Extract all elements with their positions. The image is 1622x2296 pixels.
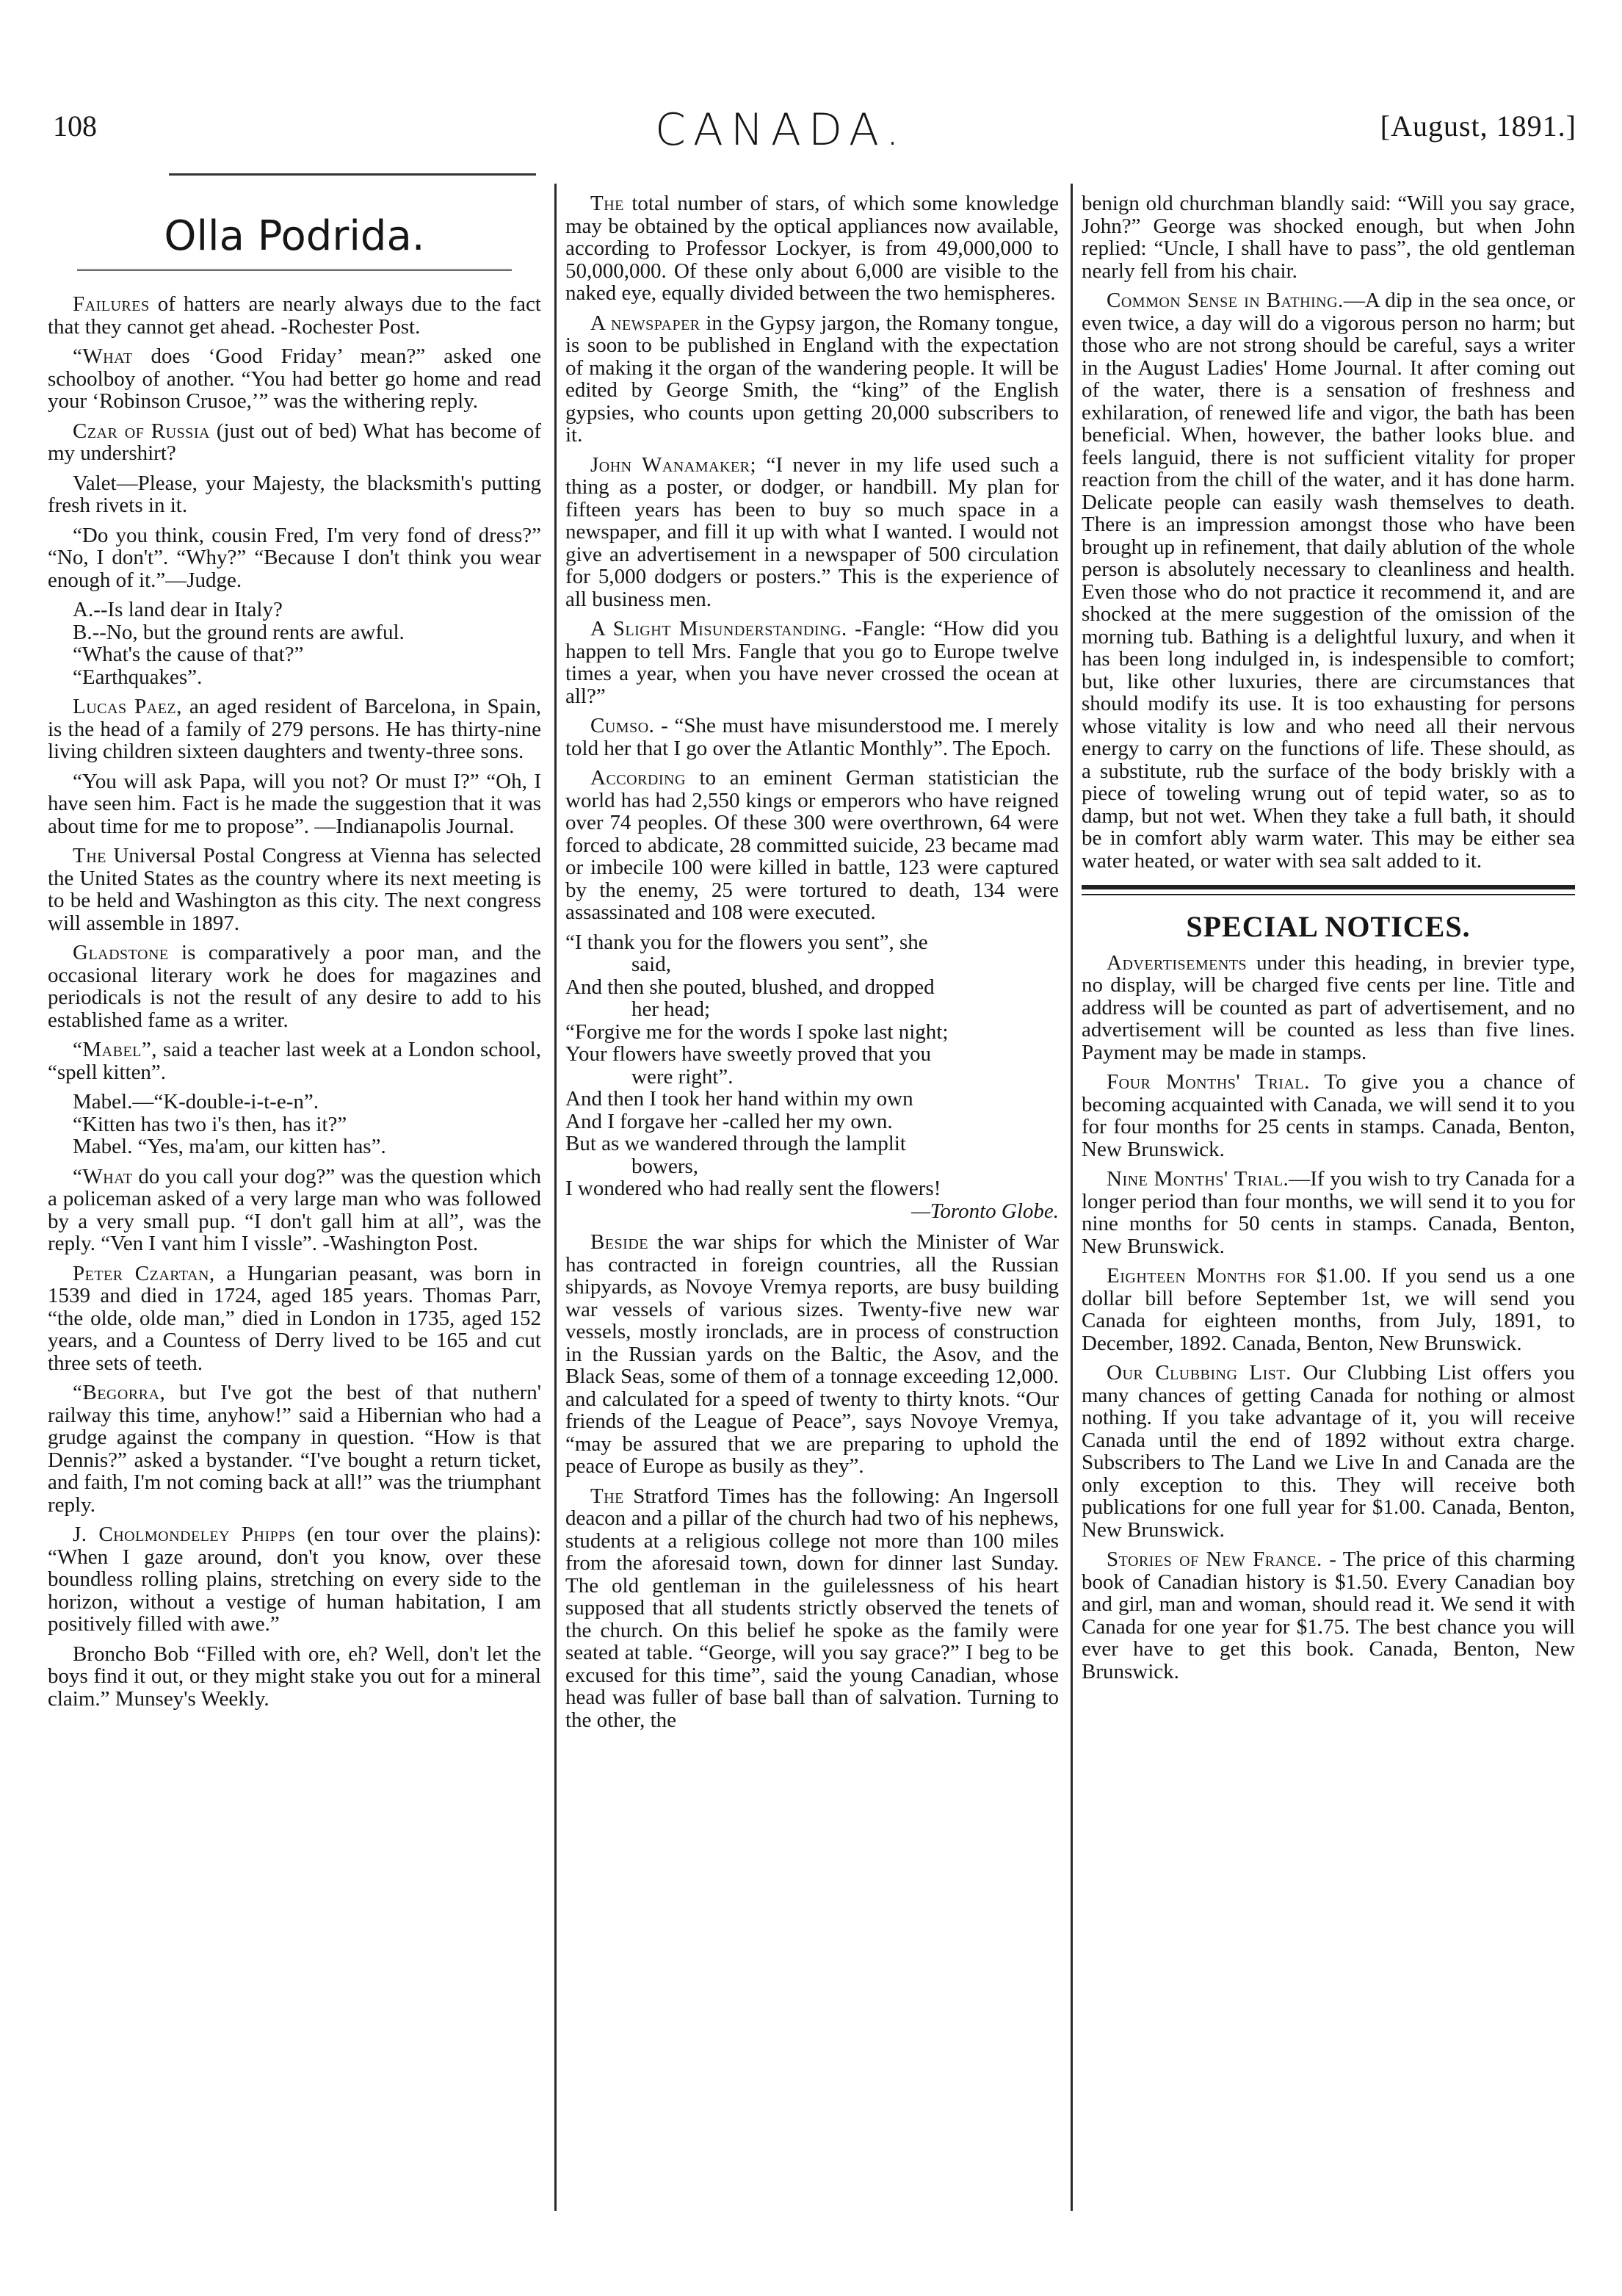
notice-lead: Stories of New France. [1107, 1548, 1322, 1571]
paragraph-text: benign old churchman blandly said: “Will you say grace, John?” George was shocked enough, but when John replied: “Uncle, I shall have to pass”, the old gentleman nearly fell from his chair. [1082, 192, 1575, 283]
paragraph-lead: Common Sense in Bathing. [1107, 289, 1344, 312]
poem-line: said, [631, 953, 671, 976]
notices-rule-thin [1082, 894, 1575, 895]
section-title: Olla Podrida. [164, 212, 425, 260]
notice-paragraph [1082, 1265, 1575, 1354]
notice-text: If you send us a one dollar bill before September 1st, we will send you Canada for eighteen months, from July, 1891, to December, 1892. Canada, Benton, New Brunswick. [1082, 1264, 1575, 1355]
notice-paragraph [1082, 1548, 1575, 1683]
paragraph-lead: The [73, 844, 106, 867]
column-divider [1071, 184, 1073, 2211]
column-divider [554, 184, 557, 2211]
poem-line: Your flowers have sweetly proved that you [565, 1042, 932, 1066]
poem-line: “Forgive me for the words I spoke last night; [565, 1019, 949, 1044]
paragraph-lead: “Begorra, [73, 1381, 166, 1404]
paragraph-lead: “What [73, 1164, 133, 1188]
paragraph-text: -Fangle: “How did you happen to tell Mrs. Fangle that you go to Europe twelve times a year, when you have never crossed the ocean at all?” [565, 617, 1059, 708]
poem [565, 931, 1059, 1223]
article-paragraph [48, 1523, 541, 1636]
article-paragraph [48, 845, 541, 934]
article-paragraph [48, 420, 541, 465]
paragraph-lead: The [590, 192, 624, 215]
notice-text: To give you a chance of becoming acquainted with Canada, we will send it to you for four months for 25 cents in stamps. Canada, Benton, New Brunswick. [1082, 1070, 1575, 1161]
paragraph-text: an aged resident of Barcelona, in Spain, is the head of a family of 279 persons. He has thirty-nine living children sixteen daughters and twenty-three sons. [48, 695, 541, 763]
dialogue-block [48, 1091, 541, 1158]
paragraph-lead: Czar of Russia [73, 419, 210, 443]
paragraph-text: does ‘Good Friday’ mean?” asked one schoolboy of another. “You had better go home and read your ‘Robinson Crusoe,’” was the withering reply. [48, 344, 541, 413]
paragraph-text: (just out of bed) What has become of my undershirt? [48, 419, 541, 465]
notice-lead: Four Months' Trial. [1107, 1070, 1310, 1094]
poem-line: I wondered who had really sent the flowers! [565, 1177, 941, 1200]
article-paragraph [48, 293, 541, 338]
dialogue-line: B.--No, but the ground rents are awful. [73, 620, 405, 644]
poem-line: And then I took her hand within my own [565, 1087, 913, 1111]
article-paragraph [48, 696, 541, 763]
poem-line: were right”. [631, 1064, 734, 1089]
ornamental-rule [77, 269, 512, 278]
special-notices-heading: SPECIAL NOTICES. [1186, 910, 1471, 943]
paragraph-lead: Lucas Paez, [73, 695, 182, 718]
paragraph-lead: According [590, 766, 686, 790]
notice-text: - The price of this charming book of Canadian history is $1.50. Every Canadian boy and girl, man and woman, should read it. We send it with Canada for one year for $1.75. The best chance you will ever have to get this book. Canada, Benton, New Brunswick. [1082, 1548, 1575, 1683]
notice-text: —If you wish to try Canada for a longer period than four months, we will send it to you for nine months for 50 cents in stamps. Canada, Benton, New Brunswick. [1082, 1167, 1576, 1258]
notices-rule [1082, 885, 1575, 889]
article-paragraph [565, 618, 1059, 707]
paragraph-lead: The [590, 1484, 624, 1508]
dialogue-line: “Earthquakes”. [73, 665, 203, 689]
notice-paragraph [1082, 952, 1575, 1064]
notice-lead: Our Clubbing List. [1107, 1361, 1292, 1385]
paragraph-lead: Gladstone [73, 941, 169, 964]
paragraph-lead: John Wanamaker; [590, 452, 757, 477]
article-paragraph [565, 312, 1059, 447]
article-paragraph [48, 1643, 541, 1711]
paragraph-text: do you call your dog?” was the question which a policeman asked of a very large man who was followed by a very small pup. “I don't gall him at all”, was the reply. “Ven I vant him I vissle”. -Washington Post. [48, 1164, 541, 1255]
article-paragraph [48, 942, 541, 1031]
paragraph-lead: “What [73, 344, 133, 368]
article-paragraph [48, 1263, 541, 1375]
paragraph-text: “I never in my life used such a thing as a poster, or dodger, or handbill. My plan for fifteen years has been to buy so much space in a newspaper, and fill it up with what I wanted. I would not give an advertisement in a newspaper of 500 circulation for 5,000 dodgers or posters.” This is the experience of all business men. [565, 452, 1060, 611]
paragraph-lead: Beside [590, 1230, 649, 1254]
paragraph-lead: “Mabel”, [73, 1038, 157, 1061]
poem-line: And then she pouted, blushed, and dropped [565, 975, 935, 999]
paragraph-lead: Peter Czartan, [73, 1261, 215, 1285]
dialogue-line: “What's the cause of that?” [73, 643, 304, 666]
paragraph-text: Stratford Times has the following: An Ingersoll deacon and a pillar of the church had two of his nephews, students at a religious college not more than 100 miles from the aforesaid town, down for dinner last Sunday. The old gentleman in the guilelessness of his heart supposed that all students strictly observed the tenets of the church. On this belief he spoke as the family were seated at table. “George, will you say grace?” I beg to be excused for this time”, said the young Canadian, whose head was fuller of base ball than of salvation. Turning to the other, the [565, 1484, 1059, 1732]
dialogue-block [48, 599, 541, 688]
paragraph-text: said a teacher last week at a London school, “spell kitten”. [48, 1038, 541, 1084]
article-paragraph [565, 767, 1059, 924]
paragraph-text: but I've got the best of that nuthern' railway this time, anyhow!” said a Hibernian who had a grudge against the company in question. “How is that Dennis?” asked a bystander. “I've bought a return ticket, and faith, I'm not coming back at all!” was the triumphant reply. [48, 1381, 541, 1517]
column-1-items [48, 293, 541, 1710]
notice-text: under this heading, in brevier type, no display, will be charged five cents per line. Title and address will be counted as part of advertisement, and no advertisement will be counted as less than five lines. Payment may be made in stamps. [1082, 950, 1575, 1064]
article-paragraph [48, 472, 541, 517]
poem-attribution: —Toronto Globe. [911, 1199, 1059, 1223]
page-header [53, 104, 1576, 160]
paragraph-lead: A newspaper [590, 311, 700, 335]
column-3-items [1082, 192, 1575, 872]
paragraph-text: a Hungarian peasant, was born in 1539 and died in 1724, aged 185 years. Thomas Parr, “the olde, olde man,” died in London in 1735, aged 152 years, and a Countess of Derry lived to be 165 and cut three sets of teeth. [48, 1261, 541, 1375]
notice-text: Our Clubbing List offers you many chances of getting Canada for nothing or almost nothing. If you take advantage of it, you will receive Canada until the end of 1892 without extra charge. Subscribers to The Land we Live In and Canada are the only exception to this. They will receive both publications for one full year for $1.00. Canada, Benton, New Brunswick. [1082, 1361, 1576, 1542]
poem-line: “I thank you for the flowers you sent”, she [565, 930, 928, 954]
notice-lead: Nine Months' Trial. [1107, 1167, 1289, 1191]
paragraph-lead: Cumso. [590, 714, 655, 737]
poem-line: her head; [631, 997, 711, 1021]
article-paragraph [1082, 192, 1575, 282]
article-paragraph [48, 1166, 541, 1255]
column-2-items [565, 192, 1059, 1731]
column-1 [48, 192, 541, 1717]
article-paragraph [48, 345, 541, 413]
paragraph-text: Broncho Bob “Filled with ore, eh? Well, don't let the boys find it out, or they might stake you out for a mineral claim.” Munsey's Weekly. [48, 1642, 541, 1711]
paragraph-text: of hatters are nearly always due to the fact that they cannot get ahead. -Rochester Post. [48, 292, 541, 339]
paragraph-text: total number of stars, of which some knowledge may be obtained by the optical appliances now available, according to Professor Lockyer, is from 49,000,000 to 50,000,000. Of these only about 6,000 are visible to the naked eye, equally divided between the two hemispheres. [565, 192, 1059, 305]
paragraph-text: —A dip in the sea once, or even twice, a day will do a vigorous person no harm; but those who are not strong should be careful, says a writer in the August Ladies' Home Journal. It after coming out of the water, there is a sensation of freshness and exhilaration, of renewed life and vigor, the bath has been beneficial. When, however, the bather looks blue. and feels languid, there is not sufficient vitality for proper reaction from the chill of the water, and it has done harm. Delicate people can easily wash themselves to death. There is an impression amongst those who have been brought up in refinement, that daily ablution of the whole person is absolutely necessary to cleanliness and health. Even those who do not practice it recommend it, and are shocked at the mere suggestion of the omission of the morning tub. Bathing is a delightful luxury, and when it has been long indulged in, is indespensible to comfort; but, like other luxuries, there are circumstances that should modify its use. It is too exhausting for persons whose vitality is low and who need all their nervous energy to carry on the functions of life. These should, as a substitute, rub the surface of the body briskly with a piece of toweling wrung out of tepid water, so as to damp, but not wet. When they take a full bath, it should be in comfort ably warm water. This may be either sea water heated, or water with sea salt added to it. [1082, 289, 1575, 873]
notice-lead: Advertisements [1107, 950, 1248, 975]
paragraph-text: to an eminent German statistician the world has had 2,550 kings or emperors who have reigned over 74 peoples. Of these 300 were overthrown, 64 were forced to abdicate, 28 committed suicide, 23 became mad or imbecile 100 were killed in battle, 123 were captured by the enemy, 25 were tortured to death, 134 were assassinated and 108 were executed. [565, 766, 1059, 924]
dialogue-line: A.--Is land dear in Italy? [73, 598, 283, 621]
paragraph-text: - “She must have misunderstood me. I merely told her that I go over the Atlantic Monthly”. The Epoch. [565, 714, 1059, 760]
paragraph-text: in the Gypsy jargon, the Romany tongue, is soon to be published in England with the expectation of making it the organ of the wandering people. It will be edited by George Smith, the “king” of the English gypsies, who counts upon getting 20,000 subscribers to it. [565, 311, 1059, 447]
paragraph-text: “You will ask Papa, will you not? Or must I?” “Oh, I have seen him. Fact is he made the suggestion that it was about time for me to propose”. —Indianapolis Journal. [48, 769, 541, 838]
paragraph-lead: J. Cholmondeley Phipps [73, 1523, 296, 1546]
article-paragraph [565, 1231, 1059, 1478]
dialogue-line: Mabel.—“K-double-i-t-e-n”. [73, 1090, 319, 1113]
paragraph-text: (en tour over the plains): “When I gaze around, don't you know, over these boundless rolling plains, stretching on every side to the horizon, without a vestige of human habitation, I am positively filled with awe.” [48, 1523, 541, 1636]
notice-paragraph [1082, 1168, 1575, 1257]
notice-lead: Eighteen Months for $1.00. [1107, 1264, 1372, 1288]
paragraph-lead: A Slight Misunderstanding. [590, 617, 847, 640]
article-paragraph [48, 524, 541, 592]
article-paragraph [565, 192, 1059, 305]
poem-line: But as we wandered through the lamplit [565, 1132, 906, 1155]
poem-line: bowers, [631, 1154, 699, 1178]
special-notices [1082, 952, 1575, 1683]
paragraph-text: Universal Postal Congress at Vienna has selected the United States as the country where its next meeting is to be held and Washington as this city. The next congress will assemble in 1897. [48, 844, 541, 935]
article-paragraph [1082, 289, 1575, 872]
article-paragraph [565, 715, 1059, 759]
article-paragraph [48, 770, 541, 838]
header-rule [169, 173, 536, 176]
paragraph-text: Valet—Please, your Majesty, the blacksmith's putting fresh rivets in it. [48, 471, 541, 517]
dialogue-line: Mabel. “Yes, ma'am, our kitten has”. [73, 1135, 386, 1158]
article-paragraph [565, 454, 1059, 611]
column-3 [1082, 192, 1575, 1690]
paragraph-text: “Do you think, cousin Fred, I'm very fond of dress?” “No, I don't”. “Why?” “Because I don't think you wear enough of it.”—Judge. [48, 523, 541, 592]
column-2 [565, 192, 1059, 1739]
journal-title: CANADA. [655, 104, 908, 156]
paragraph-text: the war ships for which the Minister of War has contracted in foreign countries, all the Russian shipyards, as Novoye Vremya reports, are busy building war vessels of various sizes. Twenty-five new war vessels, mostly ironclads, are in process of construction in the Russian yards on the Baltic, the Asov, and the Black Seas, some of them of a tonnage exceeding 12,000. and calculated for a speed of twenty to thirty knots. “Our friends of the League of Peace”, says Novoye Vremya, “may be assured that we are preparing to uphold the peace of Europe as busily as they”. [565, 1230, 1059, 1478]
poem-line: And I forgave her -called her my own. [565, 1109, 893, 1133]
article-paragraph [565, 1485, 1059, 1732]
dialogue-line: “Kitten has two i's then, has it?” [73, 1112, 347, 1136]
issue-date: [August, 1891.] [1380, 109, 1576, 142]
paragraph-lead: Failures [73, 292, 150, 316]
article-paragraph [48, 1382, 541, 1516]
article-paragraph [48, 1039, 541, 1083]
page-number: 108 [53, 109, 97, 142]
paragraph-text: is comparatively a poor man, and the occasional literary work he does for magazines and periodicals is not the result of any desire to add to his established fame as a writer. [48, 941, 541, 1032]
notice-paragraph [1082, 1362, 1575, 1541]
notice-paragraph [1082, 1071, 1575, 1160]
